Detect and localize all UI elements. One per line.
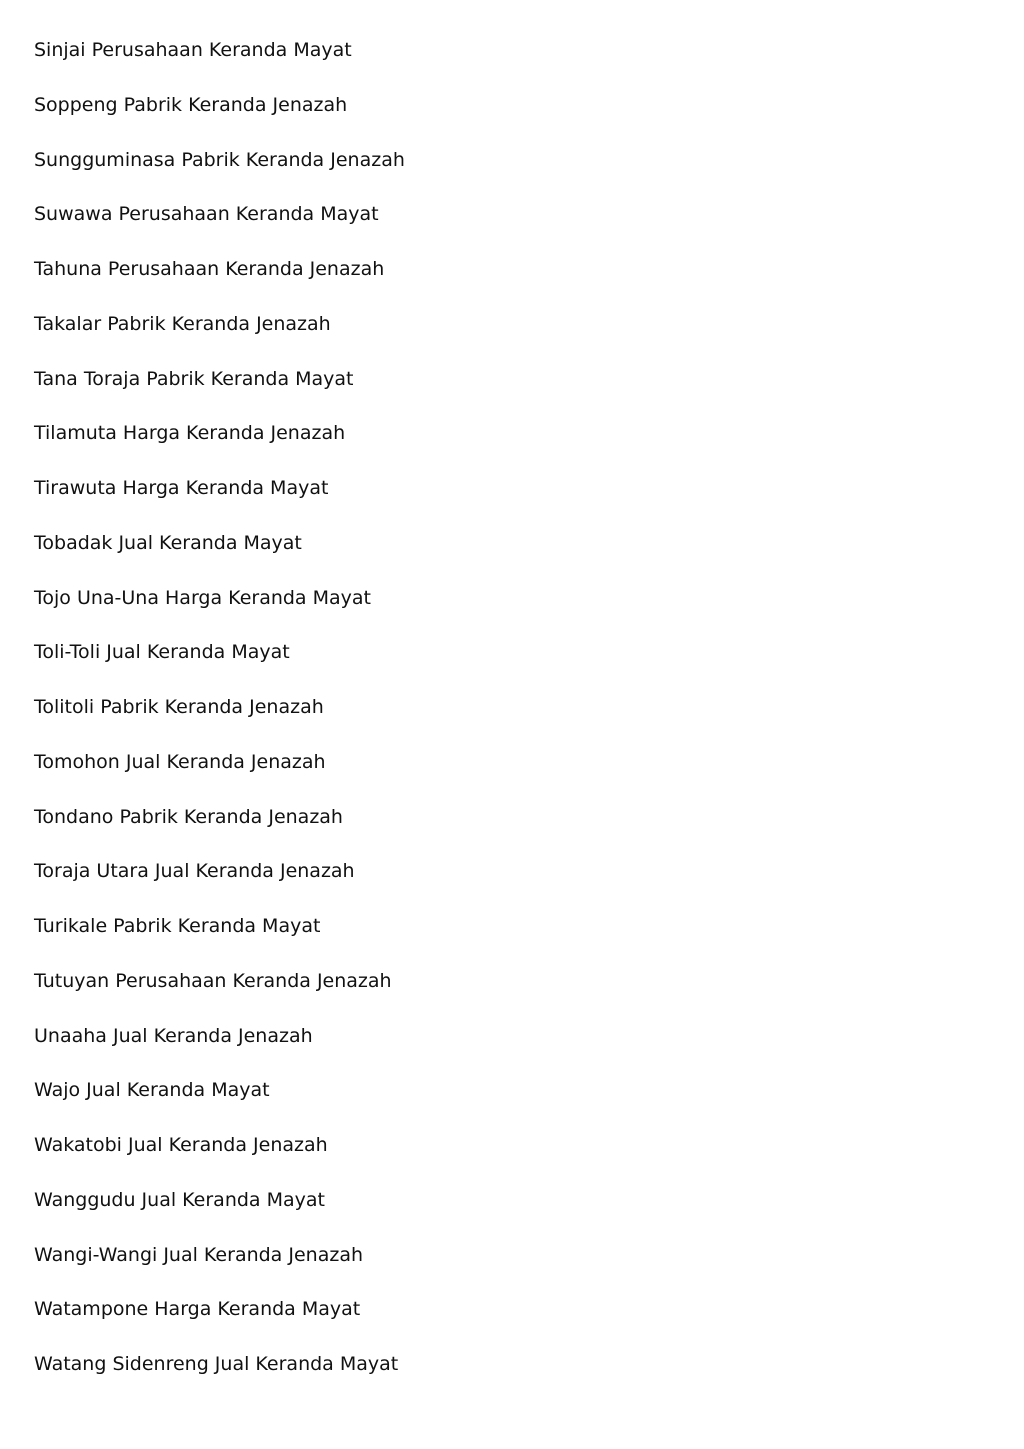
list-item: Tolitoli Pabrik Keranda Jenazah [34, 696, 324, 718]
list-item: Tana Toraja Pabrik Keranda Mayat [34, 367, 354, 390]
list-item: Soppeng Pabrik Keranda Jenazah [34, 93, 348, 116]
list-item: Wajo Jual Keranda Mayat [34, 1079, 270, 1102]
list-item: Watang Sidenreng Jual Keranda Mayat [34, 1353, 399, 1375]
list-item: Tahuna Perusahaan Keranda Jenazah [34, 258, 385, 280]
list-item: Tutuyan Perusahaan Keranda Jenazah [34, 969, 392, 992]
list-item: Unaaha Jual Keranda Jenazah [34, 1024, 313, 1047]
list-item: Watampone Harga Keranda Mayat [34, 1298, 361, 1321]
entry-list [34, 36, 405, 1405]
list-item: Wakatobi Jual Keranda Jenazah [34, 1134, 328, 1156]
list-item: Sinjai Perusahaan Keranda Mayat [34, 39, 352, 61]
list-item: Wanggudu Jual Keranda Mayat [34, 1188, 325, 1211]
list-item: Suwawa Perusahaan Keranda Mayat [34, 203, 379, 226]
list-item: Tomohon Jual Keranda Jenazah [34, 750, 326, 773]
list-item: Tilamuta Harga Keranda Jenazah [34, 422, 346, 445]
list-item: Tobadak Jual Keranda Mayat [34, 531, 302, 554]
list-item: Tojo Una-Una Harga Keranda Mayat [34, 586, 371, 609]
list-item: Tondano Pabrik Keranda Jenazah [34, 805, 343, 828]
list-item: Tirawuta Harga Keranda Mayat [34, 477, 329, 499]
list-item: Takalar Pabrik Keranda Jenazah [34, 312, 331, 335]
list-item: Toraja Utara Jual Keranda Jenazah [34, 860, 355, 883]
list-item: Sungguminasa Pabrik Keranda Jenazah [34, 148, 405, 171]
list-item: Wangi-Wangi Jual Keranda Jenazah [34, 1243, 364, 1266]
list-item: Toli-Toli Jual Keranda Mayat [34, 641, 290, 664]
list-item: Turikale Pabrik Keranda Mayat [34, 915, 321, 937]
